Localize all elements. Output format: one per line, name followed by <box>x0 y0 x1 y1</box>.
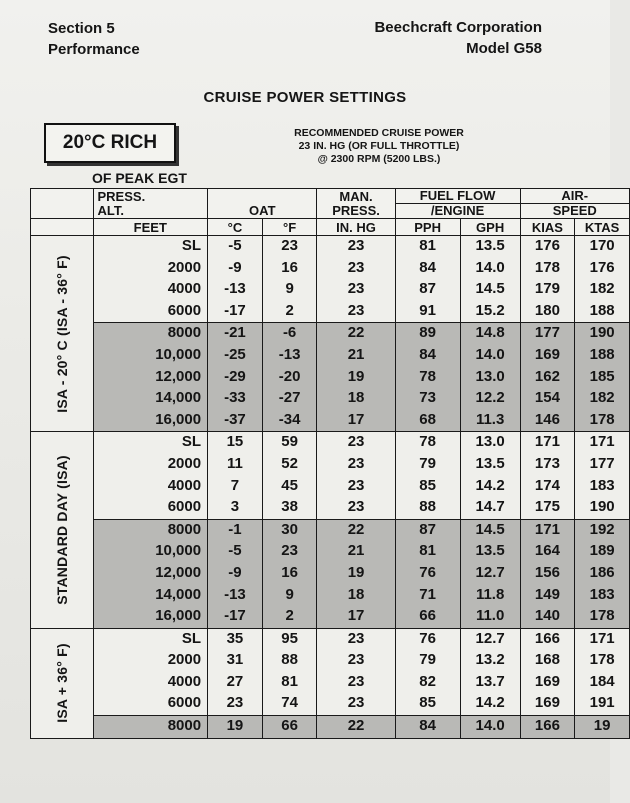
oat-celsius-column-cell <box>208 432 263 519</box>
fuel-flow-pph-value: 76 <box>419 563 436 581</box>
fuel-flow-gph-value: 14.2 <box>475 476 505 494</box>
indicated-airspeed-value: 169 <box>534 694 560 712</box>
airspeed-speed-header: SPEED <box>520 204 629 219</box>
corner-cell <box>31 189 94 219</box>
fuel-flow-gph-value: 11.3 <box>475 410 505 428</box>
fuel-flow-gph-value: 13.5 <box>475 237 505 254</box>
oat-celsius-value: -21 <box>224 324 246 342</box>
fuel-flow-gph-value: 13.0 <box>475 433 505 451</box>
oat-fahrenheit-value: 16 <box>281 258 298 276</box>
fuel-flow-gph-column-cell <box>460 628 520 715</box>
indicated-airspeed-column-cell <box>520 323 575 432</box>
pph-unit: PPH <box>395 219 460 236</box>
fuel-flow-gph-value: 13.0 <box>475 367 505 385</box>
table-row <box>31 716 630 739</box>
pressure-altitude-value: 12,000 <box>155 563 202 581</box>
oat-fahrenheit-value: 88 <box>281 651 298 669</box>
pressure-altitude-value: SL <box>181 629 202 647</box>
oat-celsius-value: 27 <box>226 672 244 690</box>
man-press-header <box>317 189 395 219</box>
table-row <box>31 323 630 432</box>
oat-fahrenheit-column-cell <box>262 323 317 432</box>
true-airspeed-value: 191 <box>589 694 615 712</box>
oat-celsius-column-cell <box>208 236 263 323</box>
oat-fahrenheit-value: 23 <box>281 542 298 560</box>
true-airspeed-column-cell <box>575 432 630 519</box>
manifold-pressure-value: 23 <box>347 237 365 254</box>
true-airspeed-value: 183 <box>589 476 615 494</box>
fuel-flow-pph-value: 79 <box>419 651 436 669</box>
man-press-header-line1: MAN. <box>339 189 373 204</box>
fuel-flow-gph-value: 12.2 <box>475 389 505 407</box>
oat-celsius-value: -25 <box>224 345 246 363</box>
pressure-altitude-value: 10,000 <box>155 542 202 560</box>
isa-group-label-cell <box>31 628 94 738</box>
oat-fahrenheit-column-cell <box>262 236 317 323</box>
oat-fahrenheit-value: 16 <box>281 563 298 581</box>
pressure-altitude-value: 2000 <box>167 454 202 472</box>
section-header <box>48 18 140 60</box>
indicated-airspeed-value: 140 <box>534 607 560 625</box>
pressure-altitude-value: 4000 <box>167 280 202 298</box>
oat-celsius-value: 11 <box>226 454 243 472</box>
ktas-unit: KTAS <box>575 219 630 236</box>
oat-celsius-column-cell <box>208 716 263 739</box>
manifold-pressure-value: 22 <box>347 717 365 735</box>
page-title: CRUISE POWER SETTINGS <box>203 89 407 106</box>
manifold-pressure-value: 17 <box>347 410 365 428</box>
true-airspeed-value: 190 <box>589 498 615 516</box>
pressure-altitude-column-cell <box>93 236 208 323</box>
oat-fahrenheit-value: 2 <box>285 301 294 319</box>
fuel-flow-gph-value: 14.0 <box>475 345 505 363</box>
indicated-airspeed-value: 168 <box>534 651 560 669</box>
fuel-flow-pph-value: 79 <box>419 454 436 472</box>
table-row <box>31 628 630 715</box>
fuel-flow-pph-column-cell <box>395 432 460 519</box>
recommended-line-3: @ 2300 RPM (5200 LBS.) <box>317 153 441 165</box>
indicated-airspeed-column-cell <box>520 236 575 323</box>
oat-fahrenheit-value: 2 <box>285 607 294 625</box>
manifold-pressure-value: 23 <box>347 672 365 690</box>
oat-celsius-value: -17 <box>224 607 246 625</box>
fuel-flow-gph-value: 13.7 <box>475 672 505 690</box>
fuel-flow-pph-value: 85 <box>419 476 436 494</box>
manifold-pressure-column-cell <box>317 628 395 715</box>
oat-fahrenheit-value: 81 <box>281 672 298 690</box>
fuel-flow-gph-value: 14.8 <box>475 324 505 342</box>
pressure-altitude-value: 6000 <box>167 301 202 319</box>
fuel-flow-pph-value: 78 <box>419 367 436 385</box>
true-airspeed-value: 182 <box>589 389 615 407</box>
oat-fahrenheit-value: -20 <box>278 367 301 385</box>
oat-celsius-value: -1 <box>228 520 242 538</box>
oat-fahrenheit-column-cell <box>262 519 317 628</box>
fuel-flow-pph-value: 84 <box>419 258 436 276</box>
indicated-airspeed-value: 149 <box>534 585 560 603</box>
oat-fahrenheit-value: 66 <box>281 717 298 735</box>
manifold-pressure-value: 23 <box>347 629 365 647</box>
isa-group-label: ISA - 20° C (ISA - 36° F) <box>53 254 70 413</box>
fuel-flow-gph-column-cell <box>460 432 520 519</box>
pressure-altitude-value: 2000 <box>167 651 202 669</box>
oat-celsius-value: -5 <box>228 237 242 254</box>
table-row <box>31 432 630 519</box>
manifold-pressure-value: 23 <box>347 280 365 298</box>
pressure-altitude-value: 10,000 <box>155 345 202 363</box>
oat-fahrenheit-value: 52 <box>281 454 298 472</box>
manifold-pressure-value: 23 <box>347 476 365 494</box>
fuel-flow-pph-value: 68 <box>419 410 436 428</box>
oat-celsius-value: 15 <box>226 433 244 451</box>
oat-celsius-value: 7 <box>230 476 240 494</box>
mixture-setting-subtitle: OF PEAK EGT <box>92 170 187 186</box>
pressure-altitude-value: 16,000 <box>155 410 202 428</box>
pressure-altitude-column-cell <box>93 323 208 432</box>
manifold-pressure-column-cell <box>317 519 395 628</box>
company-name: Beechcraft Corporation <box>374 19 542 36</box>
oat-celsius-value: 35 <box>226 629 244 647</box>
indicated-airspeed-value: 169 <box>534 672 560 690</box>
isa-group-label: STANDARD DAY (ISA) <box>53 455 70 605</box>
manifold-pressure-value: 21 <box>347 345 365 363</box>
fuel-flow-pph-value: 85 <box>419 694 436 712</box>
manifold-pressure-value: 23 <box>347 454 365 472</box>
fuel-flow-pph-column-cell <box>395 323 460 432</box>
fuel-flow-pph-column-cell <box>395 519 460 628</box>
oat-fahrenheit-column-cell <box>262 432 317 519</box>
true-airspeed-value: 171 <box>589 433 615 451</box>
fuel-flow-pph-value: 89 <box>419 324 436 342</box>
airspeed-header: AIR- <box>520 189 629 204</box>
indicated-airspeed-column-cell <box>520 432 575 519</box>
table-row <box>31 236 630 323</box>
press-alt-header-line2: ALT. <box>97 203 124 218</box>
table-body <box>31 236 630 739</box>
pressure-altitude-value: 6000 <box>167 694 202 712</box>
manifold-pressure-column-cell <box>317 236 395 323</box>
manifold-pressure-value: 21 <box>347 542 365 560</box>
fuel-flow-pph-value: 73 <box>419 389 436 407</box>
oat-fahrenheit-value: 23 <box>281 237 298 254</box>
oat-celsius-column-cell <box>208 519 263 628</box>
recommended-line-2: 23 IN. HG (OR FULL THROTTLE) <box>298 140 460 152</box>
manifold-pressure-value: 23 <box>347 433 365 451</box>
indicated-airspeed-column-cell <box>520 628 575 715</box>
oat-celsius-value: -17 <box>224 301 246 319</box>
gph-unit: GPH <box>460 219 520 236</box>
model-name: Model G58 <box>466 40 542 57</box>
indicated-airspeed-value: 146 <box>534 410 560 428</box>
indicated-airspeed-value: 175 <box>534 498 560 516</box>
true-airspeed-value: 188 <box>589 345 615 363</box>
fuel-flow-gph-column-cell <box>460 236 520 323</box>
pressure-altitude-value: SL <box>181 237 202 254</box>
oat-celsius-value: -9 <box>228 258 242 276</box>
mixture-setting-box: 20°C RICH <box>44 123 176 163</box>
indicated-airspeed-column-cell <box>520 716 575 739</box>
pressure-altitude-value: SL <box>181 433 202 451</box>
isa-group-label: ISA + 36° F) <box>53 643 70 723</box>
fuel-flow-pph-column-cell <box>395 716 460 739</box>
indicated-airspeed-value: 171 <box>534 433 560 451</box>
fuel-flow-header: FUEL FLOW <box>395 189 520 204</box>
pressure-altitude-value: 8000 <box>167 520 202 538</box>
manifold-pressure-value: 23 <box>347 694 365 712</box>
oat-celsius-value: 19 <box>226 717 244 735</box>
manifold-pressure-value: 19 <box>347 367 365 385</box>
pressure-altitude-value: 12,000 <box>155 367 202 385</box>
manufacturer-header <box>374 17 542 59</box>
fuel-flow-gph-value: 15.2 <box>475 301 505 319</box>
oat-celsius-value: -13 <box>224 585 246 603</box>
fuel-flow-gph-value: 13.5 <box>475 542 505 560</box>
oat-fahrenheit-value: -13 <box>278 345 301 363</box>
oat-fahrenheit-value: -27 <box>278 389 301 407</box>
fuel-flow-gph-value: 13.5 <box>475 454 505 472</box>
indicated-airspeed-value: 164 <box>534 542 560 560</box>
fuel-flow-gph-value: 13.2 <box>475 651 505 669</box>
indicated-airspeed-value: 166 <box>534 629 560 647</box>
oat-fahrenheit-value: 45 <box>281 476 298 494</box>
pressure-altitude-value: 4000 <box>167 672 202 690</box>
celsius-unit: °C <box>208 219 263 236</box>
indicated-airspeed-value: 154 <box>534 389 560 407</box>
isa-group-label-cell <box>31 236 94 432</box>
fuel-flow-pph-value: 81 <box>419 542 436 560</box>
manifold-pressure-value: 22 <box>347 520 365 538</box>
fuel-flow-gph-value: 11.0 <box>475 607 505 625</box>
pressure-altitude-column-cell <box>93 432 208 519</box>
oat-fahrenheit-value: 74 <box>281 694 298 712</box>
manifold-pressure-column-cell <box>317 716 395 739</box>
indicated-airspeed-value: 180 <box>534 301 560 319</box>
pressure-altitude-value: 8000 <box>167 324 202 342</box>
recommended-power-note <box>268 127 490 166</box>
fuel-flow-pph-value: 87 <box>419 520 436 538</box>
true-airspeed-value: 185 <box>589 367 615 385</box>
indicated-airspeed-value: 156 <box>534 563 560 581</box>
indicated-airspeed-value: 179 <box>534 280 560 298</box>
oat-celsius-value: -13 <box>224 280 246 298</box>
pressure-altitude-value: 14,000 <box>155 389 202 407</box>
true-airspeed-value: 178 <box>589 651 615 669</box>
oat-celsius-value: 23 <box>226 694 244 712</box>
oat-fahrenheit-value: 9 <box>285 585 294 603</box>
manifold-pressure-column-cell <box>317 432 395 519</box>
true-airspeed-column-cell <box>575 716 630 739</box>
true-airspeed-value: 188 <box>589 301 615 319</box>
oat-celsius-value: 3 <box>230 498 240 516</box>
true-airspeed-value: 189 <box>589 542 615 560</box>
indicated-airspeed-value: 166 <box>534 717 560 735</box>
fuel-flow-pph-column-cell <box>395 628 460 715</box>
manifold-pressure-value: 23 <box>347 651 365 669</box>
oat-celsius-value: -9 <box>228 563 242 581</box>
true-airspeed-value: 183 <box>589 585 615 603</box>
indicated-airspeed-value: 171 <box>534 520 560 538</box>
true-airspeed-value: 176 <box>589 258 615 276</box>
fuel-flow-pph-value: 87 <box>419 280 436 298</box>
oat-celsius-value: -5 <box>228 542 242 560</box>
fuel-flow-gph-value: 14.2 <box>475 694 505 712</box>
true-airspeed-value: 186 <box>589 563 615 581</box>
in-hg-unit: IN. HG <box>317 219 395 236</box>
fuel-flow-gph-value: 12.7 <box>475 629 505 647</box>
indicated-airspeed-value: 176 <box>534 237 560 254</box>
fuel-flow-gph-column-cell <box>460 323 520 432</box>
oat-fahrenheit-value: 9 <box>285 280 294 298</box>
fuel-flow-gph-column-cell <box>460 716 520 739</box>
fuel-flow-pph-value: 91 <box>419 301 436 319</box>
oat-fahrenheit-column-cell <box>262 628 317 715</box>
true-airspeed-column-cell <box>575 236 630 323</box>
indicated-airspeed-value: 173 <box>534 454 560 472</box>
manifold-pressure-value: 18 <box>347 585 365 603</box>
fuel-flow-pph-value: 66 <box>419 607 436 625</box>
oat-fahrenheit-column-cell <box>262 716 317 739</box>
pressure-altitude-column-cell <box>93 628 208 715</box>
pressure-altitude-value: 16,000 <box>155 607 202 625</box>
fuel-flow-pph-value: 88 <box>419 498 436 516</box>
oat-fahrenheit-value: -6 <box>282 324 297 342</box>
press-alt-header <box>93 189 208 219</box>
man-press-header-line2: PRESS. <box>332 203 380 218</box>
oat-celsius-value: -37 <box>224 410 246 428</box>
true-airspeed-value: 184 <box>589 672 615 690</box>
fuel-flow-pph-value: 71 <box>419 585 436 603</box>
indicated-airspeed-value: 178 <box>534 258 560 276</box>
cruise-power-table <box>30 188 630 739</box>
manifold-pressure-column-cell <box>317 323 395 432</box>
oat-fahrenheit-value: 59 <box>281 433 298 451</box>
pressure-altitude-value: 8000 <box>167 717 202 735</box>
true-airspeed-value: 178 <box>589 410 615 428</box>
press-alt-header-line1: PRESS. <box>97 189 146 204</box>
pressure-altitude-value: 4000 <box>167 476 202 494</box>
pressure-altitude-column-cell <box>93 716 208 739</box>
kias-unit: KIAS <box>520 219 575 236</box>
true-airspeed-value: 170 <box>589 237 615 254</box>
fuel-flow-gph-value: 14.0 <box>475 717 505 735</box>
fahrenheit-unit: °F <box>262 219 317 236</box>
fuel-flow-gph-column-cell <box>460 519 520 628</box>
manifold-pressure-value: 23 <box>347 258 365 276</box>
fuel-flow-per-engine-header: /ENGINE <box>395 204 520 219</box>
manifold-pressure-value: 18 <box>347 389 365 407</box>
indicated-airspeed-value: 174 <box>534 476 560 494</box>
indicated-airspeed-value: 162 <box>534 367 560 385</box>
manifold-pressure-value: 23 <box>347 301 365 319</box>
oat-fahrenheit-value: 38 <box>281 498 298 516</box>
indicated-airspeed-value: 169 <box>534 345 560 363</box>
pressure-altitude-value: 14,000 <box>155 585 202 603</box>
fuel-flow-gph-value: 11.8 <box>475 585 505 603</box>
pressure-altitude-column-cell <box>93 519 208 628</box>
true-airspeed-column-cell <box>575 323 630 432</box>
true-airspeed-value: 182 <box>589 280 615 298</box>
oat-celsius-value: 31 <box>226 651 244 669</box>
true-airspeed-value: 177 <box>589 454 615 472</box>
section-name: Performance <box>48 41 140 58</box>
oat-fahrenheit-value: -34 <box>278 410 301 428</box>
fuel-flow-pph-value: 81 <box>419 237 436 254</box>
indicated-airspeed-column-cell <box>520 519 575 628</box>
units-corner <box>31 219 94 236</box>
isa-group-label-cell <box>31 432 94 628</box>
true-airspeed-value: 171 <box>589 629 615 647</box>
fuel-flow-pph-value: 84 <box>419 717 436 735</box>
oat-fahrenheit-value: 30 <box>281 520 298 538</box>
fuel-flow-pph-value: 78 <box>419 433 436 451</box>
fuel-flow-gph-value: 12.7 <box>475 563 505 581</box>
true-airspeed-value: 192 <box>589 520 615 538</box>
oat-celsius-column-cell <box>208 323 263 432</box>
fuel-flow-pph-column-cell <box>395 236 460 323</box>
feet-unit: FEET <box>93 219 208 236</box>
oat-celsius-value: -29 <box>224 367 246 385</box>
manifold-pressure-value: 19 <box>347 563 365 581</box>
manifold-pressure-value: 22 <box>347 324 365 342</box>
pressure-altitude-value: 2000 <box>167 258 202 276</box>
fuel-flow-gph-value: 14.0 <box>475 258 505 276</box>
manifold-pressure-value: 17 <box>347 607 365 625</box>
oat-celsius-column-cell <box>208 628 263 715</box>
header-row-main <box>31 189 630 204</box>
true-airspeed-value: 19 <box>593 717 611 735</box>
fuel-flow-gph-value: 14.5 <box>475 280 505 298</box>
indicated-airspeed-value: 177 <box>534 324 560 342</box>
fuel-flow-gph-value: 14.5 <box>475 520 505 538</box>
fuel-flow-pph-value: 84 <box>419 345 436 363</box>
true-airspeed-value: 178 <box>589 607 615 625</box>
true-airspeed-column-cell <box>575 628 630 715</box>
fuel-flow-pph-value: 76 <box>419 629 436 647</box>
fuel-flow-gph-value: 14.7 <box>475 498 505 516</box>
true-airspeed-column-cell <box>575 519 630 628</box>
section-number: Section 5 <box>48 20 115 37</box>
oat-celsius-value: -33 <box>224 389 246 407</box>
units-row <box>31 219 630 236</box>
oat-header: OAT <box>208 189 317 219</box>
manifold-pressure-value: 23 <box>347 498 365 516</box>
recommended-line-1: RECOMMENDED CRUISE POWER <box>294 127 464 139</box>
true-airspeed-value: 190 <box>589 324 615 342</box>
table-row <box>31 519 630 628</box>
pressure-altitude-value: 6000 <box>167 498 202 516</box>
oat-fahrenheit-value: 95 <box>281 629 298 647</box>
fuel-flow-pph-value: 82 <box>419 672 436 690</box>
